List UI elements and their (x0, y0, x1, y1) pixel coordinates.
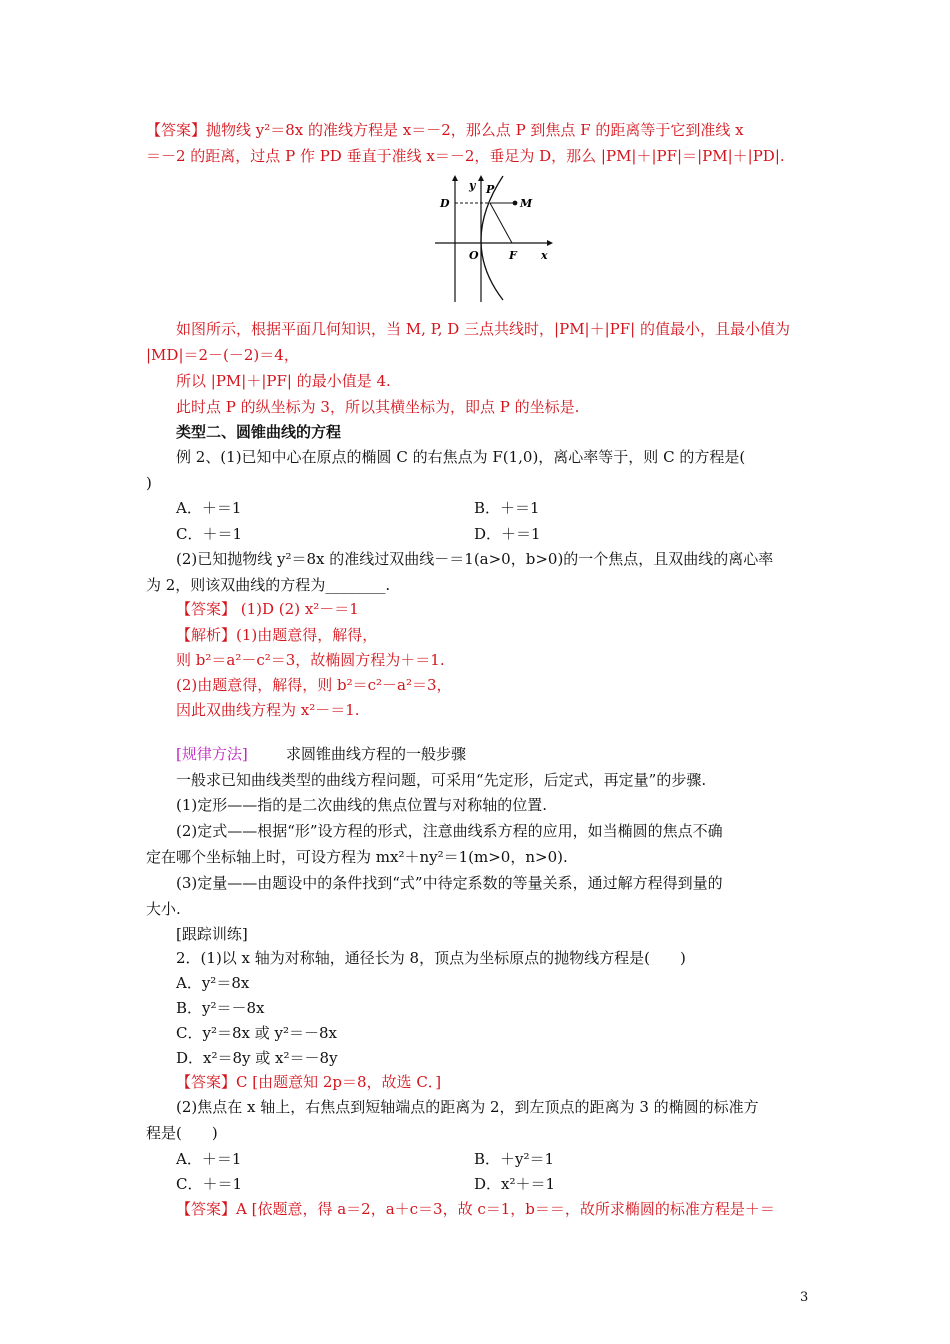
analysis-line-1: 【解析】(1)由题意得，解得， (176, 626, 378, 644)
label-p: P (486, 183, 495, 196)
answer-line-4: |MD|＝2－(－2)＝4， (146, 346, 299, 364)
method-line-5: (3)定量——由题设中的条件找到“式”中待定系数的等量关系，通过解方程得到量的 (176, 874, 723, 892)
answer-line-6: 此时点 P 的纵坐标为 3，所以其横坐标为，即点 P 的坐标是. (176, 398, 580, 416)
method-line-3: (2)定式——根据“形”设方程的形式，注意曲线系方程的应用，如当椭圆的焦点不确 (176, 822, 723, 840)
q2-2-option-b: B．＋y²＝1 (474, 1150, 555, 1168)
label-f: F (509, 249, 517, 262)
label-m: M (520, 197, 533, 210)
answer-line-3: 如图所示，根据平面几何知识，当 M, P, D 三点共线时，|PM|＋|PF| 的值最小，且最小值为 (176, 320, 790, 338)
option-c: C．＋＝1 (176, 525, 243, 543)
example-2-line-2: ) (146, 474, 152, 492)
pf-segment (490, 203, 512, 243)
label-d: D (440, 197, 450, 210)
analysis-line-4: 因此双曲线方程为 x²－＝1. (176, 701, 360, 719)
option-a: A．＋＝1 (176, 499, 242, 517)
method-line-2: (1)定形——指的是二次曲线的焦点位置与对称轴的位置. (176, 796, 548, 814)
label-x: x (541, 249, 548, 262)
analysis-line-2: 则 b²＝a²－c²＝3，故椭圆方程为＋＝1. (176, 651, 445, 669)
question-2-2-line-2: 程是( ) (146, 1124, 218, 1142)
parabola-figure (425, 172, 555, 304)
method-title: 求圆锥曲线方程的一般步骤 (286, 745, 467, 763)
example-2-line-1: 例 2、(1)已知中心在原点的椭圆 C 的右焦点为 F(1,0)，离心率等于，则 C 的方程是( (176, 448, 746, 466)
method-tag: [规律方法] (176, 745, 248, 763)
question-2-1: 2．(1)以 x 轴为对称轴，通径长为 8，顶点为坐标原点的抛物线方程是( ) (176, 949, 686, 967)
directrix-arrow (452, 175, 458, 181)
option-d: D．＋＝1 (474, 525, 541, 543)
q2-1-option-a: A．y²＝8x (176, 974, 250, 992)
q2-2-answer: 【答案】A [依题意，得 a＝2，a＋c＝3，故 c＝1，b＝＝，故所求椭圆的标准方程是＋＝ (176, 1200, 775, 1218)
label-o: O (469, 249, 479, 262)
method-line-4: 定在哪个坐标轴上时，可设方程为 mx²＋ny²＝1(m>0，n>0). (146, 848, 568, 866)
practice-heading: [跟踪训练] (176, 925, 248, 943)
q2-1-option-b: B．y²＝－8x (176, 999, 265, 1017)
option-b: B．＋＝1 (474, 499, 540, 517)
example-2-answer: 【答案】 (1)D (2) x²－＝1 (176, 600, 359, 618)
example-2-part-2-line-2: 为 2，则该双曲线的方程为________. (146, 576, 391, 594)
q2-2-option-a: A．＋＝1 (176, 1150, 242, 1168)
page-number: 3 (800, 1290, 809, 1305)
q2-1-option-c: C．y²＝8x 或 y²＝－8x (176, 1024, 337, 1042)
answer-line-2: ＝－2 的距离，过点 P 作 PD 垂直于准线 x＝－2，垂足为 D，那么 |PM|＋|PF|＝|PM|＋|PD|. (146, 147, 785, 165)
label-y: y (469, 179, 476, 192)
q2-2-option-d: D．x²＋＝1 (474, 1175, 556, 1193)
q2-2-option-c: C．＋＝1 (176, 1175, 243, 1193)
method-line-1: 一般求已知曲线类型的曲线方程问题，可采用“先定形，后定式，再定量”的步骤. (176, 771, 707, 789)
section-heading: 类型二、圆锥曲线的方程 (176, 423, 342, 441)
answer-line-1: 【答案】抛物线 y²＝8x 的准线方程是 x＝－2，那么点 P 到焦点 F 的距离等于它到准线 x (146, 121, 744, 139)
analysis-line-3: (2)由题意得，解得，则 b²＝c²－a²＝3， (176, 676, 452, 694)
example-2-part-2-line-1: (2)已知抛物线 y²＝8x 的准线过双曲线－＝1(a>0，b>0)的一个焦点，且双曲线的离心率 (176, 550, 774, 568)
question-2-2-line-1: (2)焦点在 x 轴上，右焦点到短轴端点的距离为 2，到左顶点的距离为 3 的椭圆的标准方 (176, 1098, 759, 1116)
q2-1-answer: 【答案】C [由题意知 2p＝8，故选 C．] (176, 1073, 442, 1091)
point-m (513, 201, 518, 206)
answer-line-5: 所以 |PM|＋|PF| 的最小值是 4. (176, 372, 391, 390)
x-axis-arrow (547, 240, 553, 246)
q2-1-option-d: D．x²＝8y 或 x²＝－8y (176, 1049, 338, 1067)
y-axis-arrow (478, 175, 484, 181)
method-line-6: 大小. (146, 900, 181, 918)
